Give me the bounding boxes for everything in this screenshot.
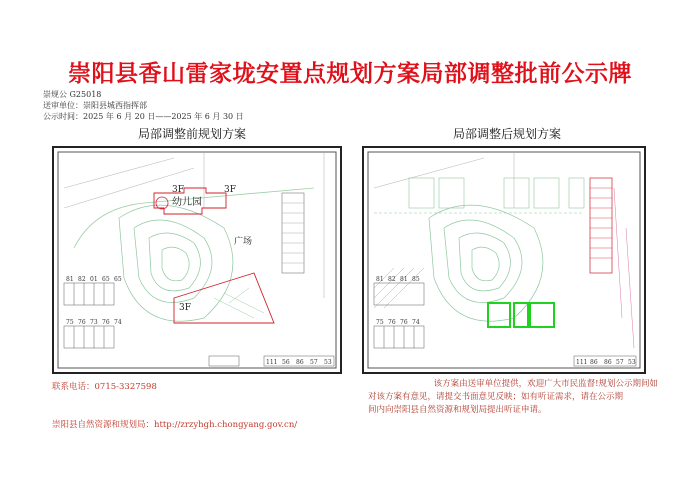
svg-text:75: 75 (376, 319, 384, 326)
plan-after-drawing (364, 148, 644, 372)
svg-text:3F: 3F (179, 303, 191, 313)
svg-text:3F: 3F (172, 185, 184, 195)
svg-text:56: 56 (282, 359, 290, 366)
svg-text:81: 81 (376, 276, 384, 283)
svg-text:65: 65 (114, 276, 122, 283)
svg-text:76: 76 (102, 319, 110, 326)
svg-text:01: 01 (90, 276, 98, 283)
svg-text:86: 86 (604, 359, 612, 366)
notice-line-3: 间内向崇阳县自然资源和规划局提出听证申请。 (368, 405, 547, 415)
svg-text:81: 81 (400, 276, 408, 283)
svg-text:76: 76 (388, 319, 396, 326)
notice-line-1: 该方案由送审单位提供，欢迎广大市民监督!规划公示期间如 (433, 379, 658, 389)
svg-text:74: 74 (412, 319, 420, 326)
svg-text:53: 53 (324, 359, 332, 366)
svg-text:85: 85 (412, 276, 420, 283)
caption-after: 局部调整后规划方案 (453, 127, 562, 141)
svg-text:53: 53 (628, 359, 636, 366)
plan-after-panel (362, 146, 646, 374)
svg-text:57: 57 (616, 359, 624, 366)
svg-text:3F: 3F (224, 185, 236, 195)
svg-text:111: 111 (576, 359, 588, 366)
svg-text:65: 65 (102, 276, 110, 283)
svg-text:76: 76 (400, 319, 408, 326)
notice-period: 公示时间：2025 年 6 月 20 日——2025 年 6 月 30 日 (43, 112, 244, 121)
approval-code: 崇规公 G25018 (43, 90, 102, 99)
svg-text:82: 82 (388, 276, 396, 283)
caption-before: 局部调整前规划方案 (138, 127, 247, 141)
svg-text:81: 81 (66, 276, 74, 283)
plan-before-panel (52, 146, 342, 374)
svg-text:111: 111 (266, 359, 278, 366)
svg-text:82: 82 (78, 276, 86, 283)
svg-text:86: 86 (590, 359, 598, 366)
svg-text:75: 75 (66, 319, 74, 326)
svg-text:76: 76 (78, 319, 86, 326)
plaza-label: 广场 (234, 237, 253, 247)
kindergarten-label: 幼儿园 (172, 197, 202, 208)
contact-phone: 联系电话：0715-3327598 (52, 382, 157, 392)
svg-text:73: 73 (90, 319, 98, 326)
svg-text:74: 74 (114, 319, 122, 326)
bureau-website[interactable]: 崇阳县自然资源和规划局：http://zrzyhgh.chongyang.gov.cn/ (52, 420, 298, 430)
sender-unit: 送审单位：崇阳县城西指挥部 (43, 101, 147, 110)
page-title: 崇阳县香山雷家垅安置点规划方案局部调整批前公示牌 (68, 61, 632, 87)
plan-before-drawing (54, 148, 340, 372)
notice-line-2: 对该方案有意见，请提交书面意见反映；如有听证需求，请在公示期 (368, 392, 624, 402)
svg-text:57: 57 (310, 359, 318, 366)
svg-text:86: 86 (296, 359, 304, 366)
